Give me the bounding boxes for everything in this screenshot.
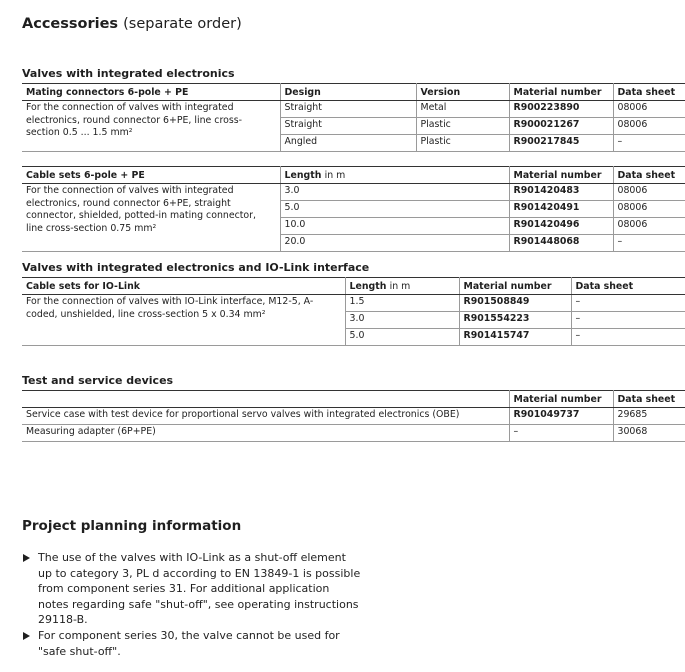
list-item: [22, 550, 362, 628]
mating-connectors-table: [22, 83, 685, 152]
datasheet-cell: 08006: [613, 184, 685, 201]
project-planning-list: [22, 550, 362, 659]
col-header-datasheet: Data sheet: [571, 278, 685, 295]
col-header-material: Material number: [509, 84, 613, 101]
col-header-cable-sets: Cable sets 6-pole + PE: [22, 167, 280, 184]
design-cell: Straight: [280, 101, 416, 118]
mating-description: For the connection of valves with integrated electronics, round connector 6+PE, line cross-section 0.5 ... 1.5 mm²: [22, 101, 280, 152]
col-header-material: Material number: [509, 391, 613, 408]
project-planning-heading: Project planning information: [22, 518, 242, 534]
version-cell: Plastic: [416, 118, 509, 135]
table-row: [22, 425, 685, 442]
col-header-blank: [22, 391, 509, 408]
datasheet-cell: 08006: [613, 118, 685, 135]
cable-description: For the connection of valves with integrated electronics, round connector 6+PE, straight connector, shielded, potted-in mating connector, line cross-section 0.75 mm²: [22, 184, 280, 252]
length-unit: in m: [389, 280, 411, 292]
material-cell: R901554223: [459, 312, 571, 329]
col-header-datasheet: Data sheet: [613, 167, 685, 184]
datasheet-cell: 08006: [613, 101, 685, 118]
cable-sets-table: [22, 166, 685, 252]
material-cell: R901420496: [509, 218, 613, 235]
page-title-suffix: (separate order): [123, 16, 242, 32]
datasheet-cell: –: [571, 295, 685, 312]
material-cell: R901448068: [509, 235, 613, 252]
datasheet-cell: –: [571, 312, 685, 329]
length-cell: 1.5: [345, 295, 459, 312]
version-cell: Metal: [416, 101, 509, 118]
bullet-text: The use of the valves with IO-Link as a shut-off element up to category 3, PL d according to EN 13849-1 is possible from component series 31. For additional application notes regarding safe "shut-off", see operating instructions 29118-B.: [38, 551, 361, 627]
col-header-material: Material number: [509, 167, 613, 184]
page-title-main: Accessories: [22, 16, 119, 32]
length-cell: 5.0: [345, 329, 459, 346]
bullet-triangle-icon: [23, 632, 30, 640]
length-cell: 20.0: [280, 235, 509, 252]
col-header-material: Material number: [459, 278, 571, 295]
material-cell: R900217845: [509, 135, 613, 152]
page-title: [22, 16, 242, 32]
length-cell: 3.0: [280, 184, 509, 201]
datasheet-cell: 30068: [613, 425, 685, 442]
section-heading-valves: Valves with integrated electronics: [22, 67, 235, 80]
col-header-datasheet: Data sheet: [613, 84, 685, 101]
col-header-design: Design: [280, 84, 416, 101]
table-row: [22, 295, 685, 312]
col-header-datasheet: Data sheet: [613, 391, 685, 408]
bullet-text: For component series 30, the valve cannot be used for "safe shut-off".: [38, 628, 340, 658]
material-cell: R900223890: [509, 101, 613, 118]
length-unit: in m: [324, 169, 346, 181]
col-header-length: [345, 278, 459, 295]
material-cell: R900021267: [509, 118, 613, 135]
device-description: Measuring adapter (6P+PE): [22, 425, 509, 442]
material-cell: R901420491: [509, 201, 613, 218]
bullet-triangle-icon: [23, 554, 30, 562]
design-cell: Angled: [280, 135, 416, 152]
datasheet-cell: 08006: [613, 201, 685, 218]
version-cell: Plastic: [416, 135, 509, 152]
test-devices-table: [22, 390, 685, 442]
iolink-description: For the connection of valves with IO-Link interface, M12-5, A-coded, unshielded, line cross-section 5 x 0.34 mm²: [22, 295, 345, 346]
table-row: [22, 408, 685, 425]
length-label: Length: [284, 169, 322, 181]
section-heading-iolink: Valves with integrated electronics and IO-Link interface: [22, 261, 370, 274]
material-cell: –: [509, 425, 613, 442]
col-header-mating: Mating connectors 6-pole + PE: [22, 84, 280, 101]
design-cell: Straight: [280, 118, 416, 135]
length-cell: 10.0: [280, 218, 509, 235]
material-cell: R901508849: [459, 295, 571, 312]
datasheet-cell: –: [613, 235, 685, 252]
length-cell: 3.0: [345, 312, 459, 329]
datasheet-cell: –: [571, 329, 685, 346]
material-cell: R901420483: [509, 184, 613, 201]
datasheet-cell: 08006: [613, 218, 685, 235]
col-header-version: Version: [416, 84, 509, 101]
list-item: [22, 628, 362, 659]
col-header-length: [280, 167, 509, 184]
table-row: [22, 101, 685, 118]
length-label: Length: [349, 280, 387, 292]
iolink-table: [22, 277, 685, 346]
material-cell: R901049737: [509, 408, 613, 425]
length-cell: 5.0: [280, 201, 509, 218]
device-description: Service case with test device for proportional servo valves with integrated electronics (OBE): [22, 408, 509, 425]
datasheet-cell: –: [613, 135, 685, 152]
datasheet-cell: 29685: [613, 408, 685, 425]
col-header-iolink-cables: Cable sets for IO-Link: [22, 278, 345, 295]
material-cell: R901415747: [459, 329, 571, 346]
table-row: [22, 184, 685, 201]
section-heading-test: Test and service devices: [22, 374, 174, 387]
